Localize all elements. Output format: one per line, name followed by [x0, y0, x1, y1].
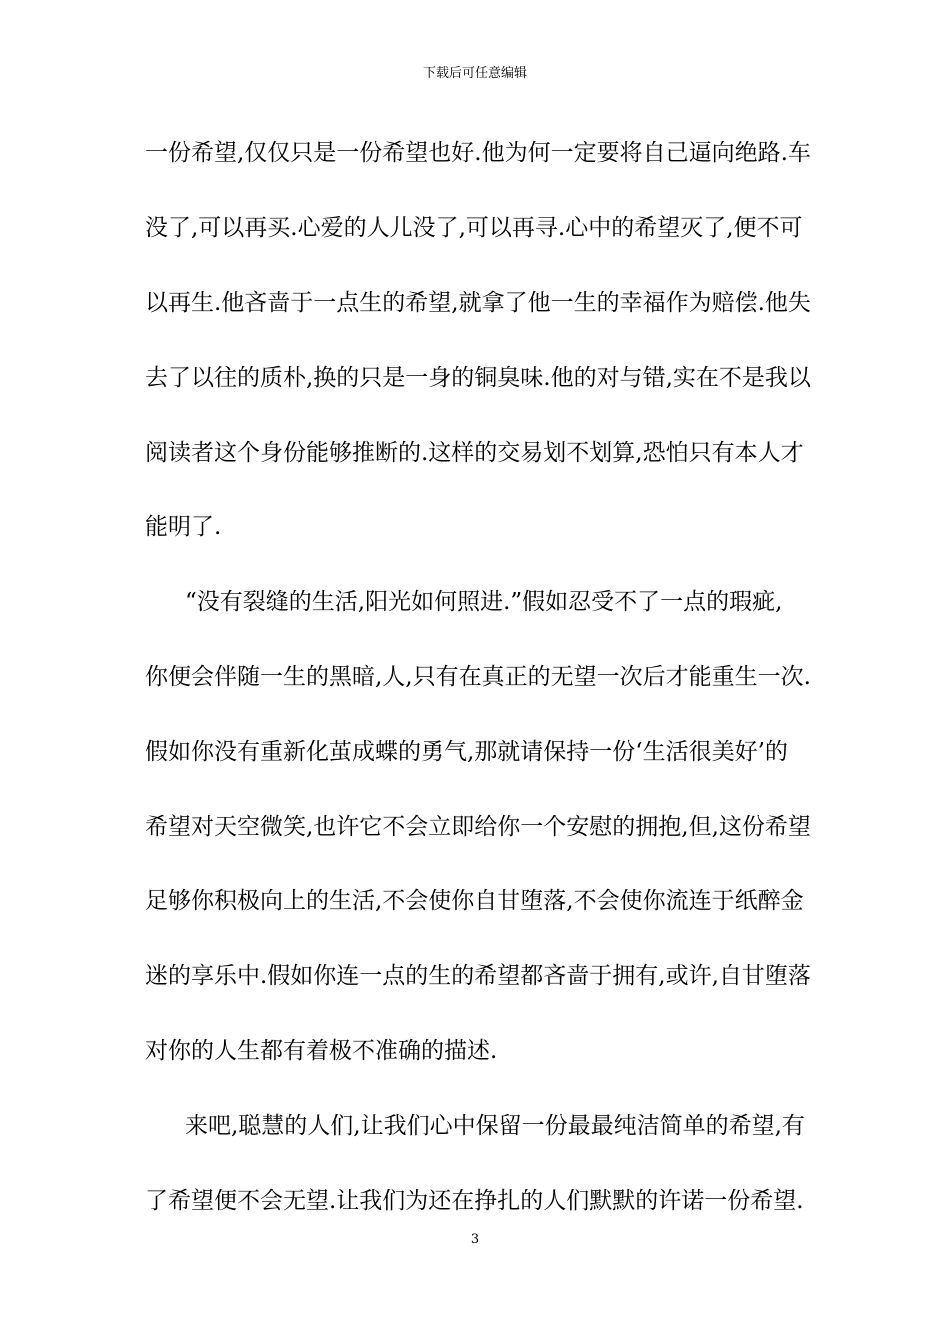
body-line: 能明了.: [145, 514, 222, 540]
body-line: 以再生.他吝啬于一点生的希望,就拿了他一生的幸福作为赔偿.他失: [145, 290, 811, 316]
paragraph-first-line: 来吧,聪慧的人们,让我们心中保留一份最最纯洁简单的希望,有: [185, 1113, 805, 1139]
body-line: 对你的人生都有着极不准确的描述.: [145, 1038, 498, 1064]
body-line: 迷的享乐中.假如你连一点的生的希望都吝啬于拥有,或许,自甘堕落: [145, 963, 811, 989]
body-line: 了希望便不会无望.让我们为还在挣扎的人们默默的许诺一份希望.: [145, 1188, 804, 1214]
body-line: 一份希望,仅仅只是一份希望也好.他为何一定要将自己逼向绝路.车: [145, 140, 811, 166]
paragraph-first-line: “没有裂缝的生活,阳光如何照进.”假如忍受不了一点的瑕疵,: [185, 589, 783, 615]
page-header: 下载后可任意编辑: [422, 66, 527, 81]
body-line: 阅读者这个身份能够推断的.这样的交易划不划算,恐怕只有本人才: [145, 440, 804, 466]
body-line: 假如你没有重新化茧成蝶的勇气,那就请保持一份‘生活很美好’的: [145, 739, 788, 765]
body-line: 去了以往的质朴,换的只是一身的铜臭味.他的对与错,实在不是我以: [145, 365, 811, 391]
body-line: 足够你积极向上的生活,不会使你自甘堕落,不会使你流连于纸醉金: [145, 888, 804, 914]
body-line: 没了,可以再买.心爱的人儿没了,可以再寻.心中的希望灭了,便不可: [145, 215, 803, 241]
body-line: 你便会伴随一生的黑暗,人,只有在真正的无望一次后才能重生一次.: [145, 664, 811, 690]
page-number: 3: [470, 1232, 480, 1247]
body-line: 希望对天空微笑,也许它不会立即给你一个安慰的拥抱,但,这份希望: [145, 814, 811, 840]
